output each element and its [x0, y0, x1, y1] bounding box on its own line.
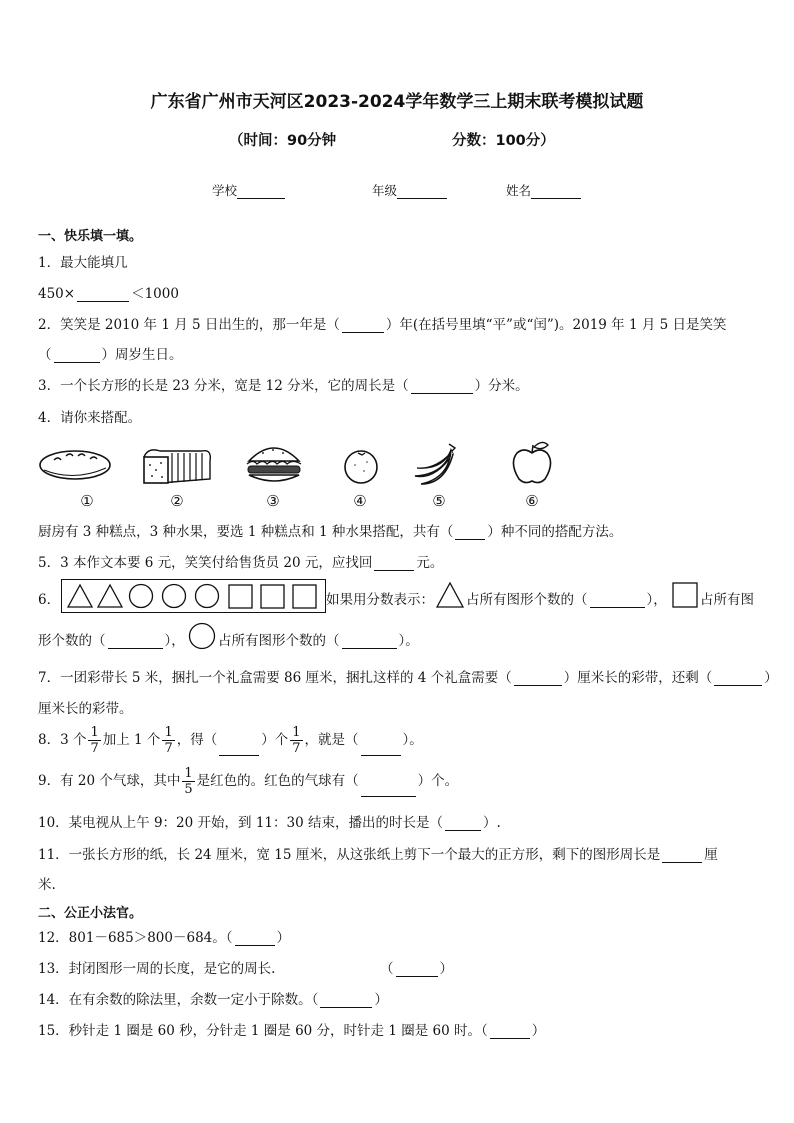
q2-text-b: ）年(在括号里填“平”或“闰”)。2019 年 1 月 5 日是笑笑 [385, 317, 727, 333]
q12-text-a: 12．801－685＞800－684。（ [38, 930, 233, 946]
q5-blank[interactable] [374, 557, 414, 571]
school-label: 学校 [212, 183, 238, 198]
q6-text-g: 占所有图形个数的（ [218, 633, 340, 649]
grade-field[interactable] [372, 181, 447, 199]
section-1-heading: 一、快乐填一填。 [38, 229, 143, 244]
q8-text-d: ）个 [261, 732, 289, 748]
q8-line [38, 725, 423, 756]
grade-blank[interactable] [397, 184, 447, 199]
q6-text-h: ）。 [398, 633, 419, 649]
q13-answer [380, 957, 453, 977]
q2-text-c: （ [38, 347, 52, 363]
q3-blank[interactable] [411, 380, 473, 394]
q8-fraction-1 [88, 725, 100, 756]
q9-text-b: 是红色的。红色的气球有（ [196, 773, 359, 789]
q6-blank-1[interactable] [590, 594, 645, 608]
q5-text-a: 5．3 本作文本要 6 元，笑笑付给售货员 20 元，应找回 [38, 555, 373, 571]
q11-text-b: 厘 [704, 847, 718, 863]
q15-text-a: 15．秒针走 1 圈是 60 秒，分针走 1 圈是 60 分，时针走 1 圈是 60 时。（ [38, 1023, 488, 1039]
q13-blank[interactable] [396, 963, 438, 977]
q8-frac-3-num: 1 [292, 725, 301, 740]
q1-expression [38, 282, 179, 302]
q1-blank[interactable] [77, 288, 129, 302]
q7-blank-1[interactable] [514, 672, 562, 686]
circle-shape-1 [130, 585, 153, 608]
q6-line1-rest [466, 588, 667, 608]
triangle-shape-2 [98, 585, 122, 607]
q12-line [38, 926, 290, 946]
q9-text-c: ）个。 [417, 773, 459, 789]
q1-expr-left: 450× [38, 286, 76, 302]
square-shape-1 [229, 585, 252, 608]
q4-tail-a: 厨房有 3 种糕点，3 种水果，要选 1 种糕点和 1 种水果搭配，共有（ [38, 524, 454, 540]
q14-line [38, 988, 388, 1008]
triangle-shape-1 [68, 585, 92, 607]
q14-text-a: 14．在有余数的除法里，余数一定小于除数。（ [38, 992, 319, 1008]
q1-expr-right: ＜1000 [131, 286, 179, 302]
square-shape-3 [293, 585, 316, 608]
q13-text-c: ） [439, 961, 453, 977]
q7-text-b: ）厘米长的彩带，还剩（ [563, 670, 713, 686]
q2-line1 [38, 313, 727, 333]
q11-line1 [38, 843, 718, 863]
q8-frac-3-den: 7 [292, 741, 301, 756]
q4-blank[interactable] [455, 526, 485, 540]
apple-icon [511, 439, 553, 485]
q8-blank-2[interactable] [361, 742, 401, 756]
q9-frac-num: 1 [184, 766, 193, 781]
q13-line: 13．封闭图形一周的长度，是它的周长. [38, 961, 276, 977]
exam-time: （时间：90分钟 [229, 133, 337, 149]
circle-icon [188, 622, 216, 650]
q4-tail [38, 520, 622, 540]
q7-text-a: 7．一团彩带长 5 米，捆扎一个礼盒需要 86 厘米，捆扎这样的 4 个礼盒需要（ [38, 670, 512, 686]
q12-blank[interactable] [235, 932, 275, 946]
q6-text-e: 形个数的（ [38, 633, 106, 649]
q8-frac-1-den: 7 [90, 741, 99, 756]
q7-blank-2[interactable] [714, 672, 762, 686]
q3-line [38, 374, 529, 394]
q15-text-b: ） [531, 1023, 546, 1039]
q4-label-2: ② [170, 492, 184, 510]
q11-line2: 米. [38, 877, 56, 893]
q5-line [38, 551, 443, 571]
q6-blank-3[interactable] [342, 635, 397, 649]
hamburger-icon [243, 441, 305, 485]
q7-text-c: ） [764, 670, 778, 686]
q6-text-f: ）， [164, 633, 185, 649]
banana-icon [409, 440, 459, 486]
q4-label-1: ① [80, 492, 94, 510]
q2-text-d: ）周岁生日。 [101, 347, 183, 363]
q13-text-b: （ [380, 961, 394, 977]
bread-loaf-icon [38, 444, 114, 484]
q2-line2 [38, 343, 183, 363]
q10-text-a: 10．某电视从上午 9：20 开始，到 11：30 结束，播出的时长是（ [38, 815, 443, 831]
q6-blank-2[interactable] [108, 635, 163, 649]
circle-shape-3 [196, 585, 219, 608]
q1-text: 1．最大能填几 [38, 255, 128, 271]
q6-line2 [38, 629, 185, 649]
q9-blank[interactable] [361, 783, 416, 797]
q14-text-b: ） [374, 992, 388, 1008]
q8-text-e: ，就是（ [304, 732, 359, 748]
orange-icon [342, 447, 380, 485]
exam-score: 分数：100分） [452, 133, 555, 149]
q14-blank[interactable] [320, 994, 372, 1008]
q2-blank-2[interactable] [54, 349, 100, 363]
q8-frac-1-num: 1 [90, 725, 99, 740]
square-icon [672, 582, 698, 608]
q10-text-b: ）. [482, 815, 501, 831]
q6-text-c: ）， [646, 592, 667, 608]
q11-blank[interactable] [662, 849, 702, 863]
q6-text-b: 占所有图形个数的（ [466, 592, 588, 608]
circle-shape-2 [163, 585, 186, 608]
triangle-icon [435, 581, 465, 609]
q8-frac-2-num: 1 [164, 725, 173, 740]
q6-text-a: 如果用分数表示： [326, 592, 434, 608]
q9-fraction [182, 766, 194, 797]
grade-label: 年级 [372, 183, 398, 198]
q9-text-a: 9．有 20 个气球，其中 [38, 773, 181, 789]
q8-blank-1[interactable] [219, 742, 259, 756]
name-field[interactable] [506, 181, 581, 199]
q7-line1 [38, 666, 778, 686]
name-blank[interactable] [531, 184, 581, 199]
q3-text-b: ）分米。 [474, 378, 529, 394]
q3-text-a: 3．一个长方形的长是 23 分米，宽是 12 分米，它的周长是（ [38, 378, 409, 394]
q2-blank-1[interactable] [342, 319, 384, 333]
q6-shapes [61, 579, 326, 613]
q8-fraction-2 [162, 725, 174, 756]
q6-text-d: 占所有图 [700, 592, 754, 608]
name-label: 姓名 [506, 183, 532, 198]
q4-label-5: ⑤ [432, 492, 446, 510]
q8-text-b: 加上 1 个 [102, 732, 161, 748]
q9-frac-den: 5 [184, 782, 193, 797]
q10-blank[interactable] [445, 817, 481, 831]
school-blank[interactable] [237, 184, 285, 199]
q7-line2: 厘米长的彩带。 [38, 701, 133, 717]
q11-text-a: 11．一张长方形的纸，长 24 厘米，宽 15 厘米，从这张纸上剪下一个最大的正方形，剩下的图形周长是 [38, 847, 661, 863]
toast-bread-icon [140, 443, 212, 485]
q8-text-f: ）。 [402, 732, 423, 748]
q4-label-3: ③ [266, 492, 280, 510]
q4-label-6: ⑥ [525, 492, 539, 510]
section-2-heading: 二、公正小法官。 [38, 906, 143, 921]
q10-line [38, 811, 501, 831]
q4-text: 4．请你来搭配。 [38, 410, 142, 426]
q5-text-b: 元。 [416, 555, 444, 571]
q2-text-a: 2．笑笑是 2010 年 1 月 5 日出生的，那一年是（ [38, 317, 340, 333]
q15-blank[interactable] [490, 1025, 530, 1039]
q8-text-a: 8．3 个 [38, 732, 87, 748]
q4-tail-b: ）种不同的搭配方法。 [487, 524, 623, 540]
q8-fraction-3 [290, 725, 302, 756]
q9-line [38, 766, 458, 797]
school-field[interactable] [212, 181, 285, 199]
q4-label-4: ④ [353, 492, 367, 510]
q12-text-b: ） [276, 930, 290, 946]
q8-frac-2-den: 7 [164, 741, 173, 756]
q15-line [38, 1019, 545, 1039]
q6-line2-rest [218, 629, 419, 649]
square-shape-2 [261, 585, 284, 608]
q6-number: 6． [38, 592, 61, 608]
page-title: 广东省广州市天河区2023-2024学年数学三上期末联考模拟试题 [150, 92, 644, 112]
q8-text-c: ，得（ [176, 732, 218, 748]
